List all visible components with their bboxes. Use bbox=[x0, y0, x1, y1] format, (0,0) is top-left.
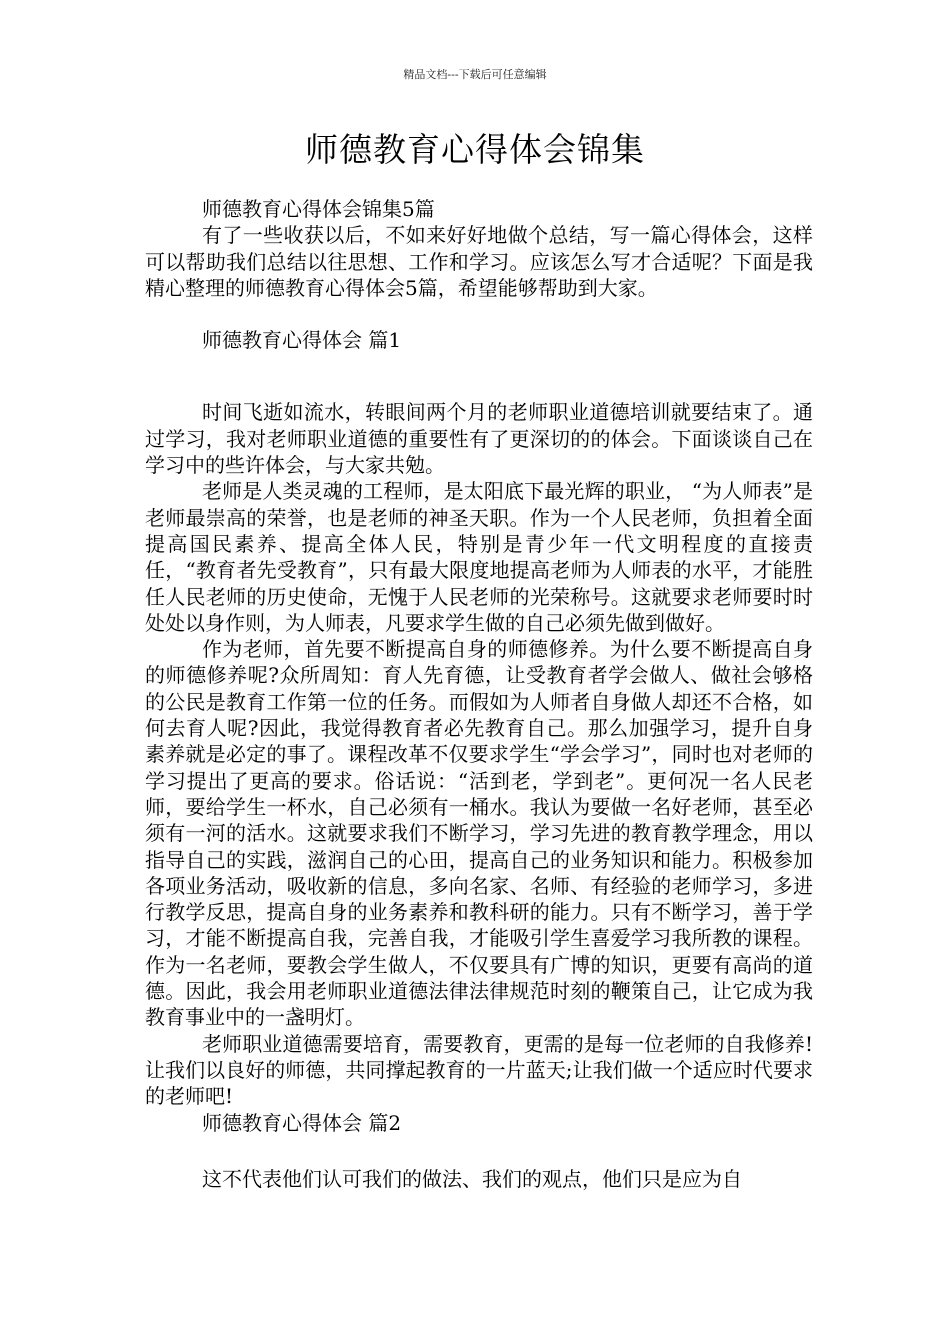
section-2-paragraph-1: 这不代表他们认可我们的做法、我们的观点，他们只是应为自 bbox=[202, 1166, 742, 1191]
section-1-paragraph-1: 时间飞逝如流水，转眼间两个月的老师职业道德培训就要结束了。通过学习，我对老师职业道德的重要性有了更深切的的体会。下面谈谈自己在学习中的些许体会，与大家共勉。 bbox=[145, 400, 813, 478]
section-1-paragraph-2: 老师是人类灵魂的工程师，是太阳底下最光辉的职业， “为人师表”是老师最崇高的荣誉，也是老师的神圣天职。作为一个人民老师，负担着全面提高国民素养、提高全体人民，特别是青少年一代文明程度的直接责任，“教育者先受教育”，只有最大限度地提高老师为人师表的水平，才能胜任人民老师的历史使命，无愧于人民老师的光荣称号。这就要求老师要时时处处以身作则，为人师表，凡要求学生做的自己必须先做到做好。 bbox=[145, 479, 813, 635]
section-1-paragraph-3: 作为老师，首先要不断提高自身的师德修养。为什么要不断提高自身的师德修养呢?众所周知：育人先育德，让受教育者学会做人、做社会够格的公民是教育工作第一位的任务。而假如为人师者自身做人却还不合格，如何去育人呢?因此，我觉得教育者必先教育自己。那么加强学习，提升自身素养就是必定的事了。课程改革不仅要求学生“学会学习”，同时也对老师的学习提出了更高的要求。俗话说：“活到老，学到老”。更何况一名人民老师，要给学生一杯水，自己必须有一桶水。我认为要做一名好老师，甚至必须有一河的活水。这就要求我们不断学习，学习先进的教育教学理念，用以指导自己的实践，滋润自己的心田，提高自己的业务知识和能力。积极参加各项业务活动，吸收新的信息，多向名家、名师、有经验的老师学习，多进行教学反思，提高自身的业务素养和教科研的能力。只有不断学习，善于学习，才能不断提高自我，完善自我，才能吸引学生喜爱学习我所教的课程。作为一名老师，要教会学生做人，不仅要具有广博的知识，更要有高尚的道德。因此，我会用老师职业道德法律法律规范时刻的鞭策自己，让它成为我教育事业中的一盏明灯。 bbox=[145, 637, 813, 1030]
spacer bbox=[145, 353, 813, 379]
document-body bbox=[145, 196, 813, 1192]
section-1-paragraph-4: 老师职业道德需要培育，需要教育，更需的是每一位老师的自我修养!让我们以良好的师德，共同撑起教育的一片蓝天;让我们做一个适应时代要求的老师吧! bbox=[145, 1031, 813, 1109]
section-1-heading: 师德教育心得体会 篇1 bbox=[202, 328, 402, 353]
intro-paragraph: 有了一些收获以后，不如来好好地做个总结，写一篇心得体会，这样可以帮助我们总结以往思想、工作和学习。应该怎么写才合适呢？下面是我精心整理的师德教育心得体会5篇，希望能够帮助到大家。 bbox=[145, 223, 813, 300]
intro-heading: 师德教育心得体会锦集5篇 bbox=[202, 197, 435, 221]
spacer bbox=[145, 379, 813, 399]
header-note: 精品文档---下载后可任意编辑 bbox=[403, 68, 547, 81]
spacer bbox=[145, 1136, 813, 1166]
section-2-heading: 师德教育心得体会 篇2 bbox=[202, 1110, 402, 1135]
spacer bbox=[145, 301, 813, 327]
document-title: 师德教育心得体会锦集 bbox=[305, 130, 645, 169]
